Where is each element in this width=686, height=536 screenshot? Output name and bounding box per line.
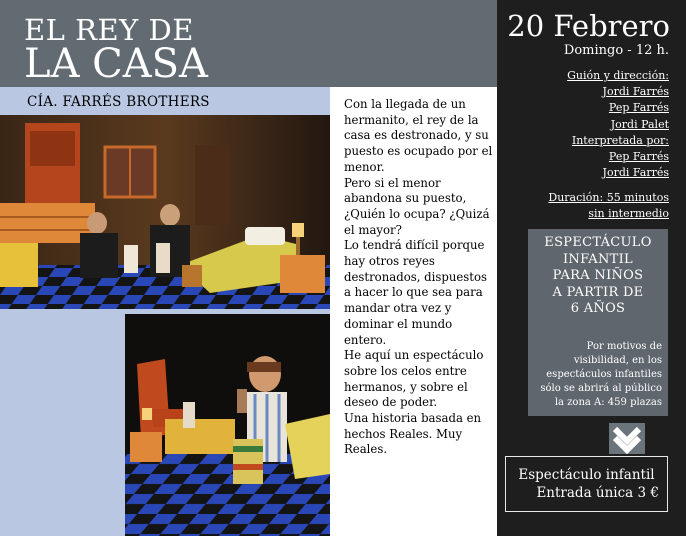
- synopsis-paragraph: Pero si el menor abandona su puesto, ¿Quién lo ocupa? ¿Quizá el mayor?: [344, 175, 490, 237]
- synopsis-paragraph: Lo tendrá difícil porque hay otros reyes destronados, dispuestos a hacer lo que sea para mandar otra vez y dominar el mundo entero.: [344, 238, 488, 347]
- audience-heading: [528, 235, 668, 318]
- performers-label: Interpretada por:: [571, 133, 669, 147]
- audience-heading-line: INFANTIL: [562, 251, 633, 267]
- header-banner: [0, 0, 497, 87]
- performer-name: Jordi Farrés: [602, 166, 669, 180]
- stage-photo-1-image: [0, 115, 330, 309]
- audience-heading-line: A PARTIR DE: [552, 284, 644, 300]
- director-name: Pep Farrés: [608, 101, 669, 115]
- synopsis-paragraph: Una historia basada en hechos Reales. Muy Reales.: [344, 411, 482, 457]
- duration-line: Duración: 55 minutos: [548, 191, 669, 204]
- visibility-note-line: Por motivos de: [586, 341, 662, 352]
- audience-info-box: [528, 229, 668, 416]
- audience-heading-line: ESPECTÁCULO: [544, 235, 652, 250]
- price-label: Espectáculo infantil: [518, 467, 655, 483]
- event-time: Domingo - 12 h.: [563, 43, 669, 58]
- visibility-note-line: la zona A: 459 plazas: [554, 397, 662, 408]
- director-name: Jordi Farrés: [602, 85, 669, 99]
- price-box: [505, 456, 668, 512]
- event-date: 20 Febrero: [507, 9, 670, 43]
- visibility-note: [528, 340, 662, 410]
- stage-photo-2: [125, 314, 330, 536]
- title-line-2: LA CASA: [24, 41, 208, 87]
- chevron-down-icon-shape: [609, 423, 645, 454]
- duration: [548, 190, 669, 222]
- chevron-down-icon: [609, 423, 645, 454]
- stage-photo-2-image: [125, 314, 330, 536]
- credits: [567, 68, 669, 181]
- title-line-1: EL REY DE: [24, 13, 194, 47]
- visibility-note-line: visibilidad, en los: [573, 355, 662, 366]
- price-value: Entrada única 3 €: [536, 485, 659, 501]
- direction-label: Guión y dirección:: [567, 69, 669, 82]
- company-name: CÍA. FARRÉS BROTHERS: [27, 94, 210, 110]
- visibility-note-line: sólo se abrirá al público: [540, 383, 662, 394]
- audience-heading-line: PARA NIÑOS: [552, 268, 644, 283]
- performer-name: Pep Farrés: [608, 150, 669, 164]
- synopsis-text: [344, 97, 494, 458]
- visibility-note-line: espectáculos infantiles: [546, 369, 662, 380]
- stage-photo-1: [0, 115, 330, 309]
- synopsis-paragraph: Con la llegada de un hermanito, el rey de la casa es destronado, y su puesto es ocupado por el menor.: [344, 97, 493, 174]
- duration-line: sin intermedio: [588, 207, 669, 220]
- audience-heading-line: 6 AÑOS: [570, 301, 626, 316]
- synopsis-paragraph: He aquí un espectáculo sobre los celos entre hermanos, y sobre el deseo de poder.: [344, 348, 484, 410]
- director-name: Jordi Palet: [610, 117, 669, 131]
